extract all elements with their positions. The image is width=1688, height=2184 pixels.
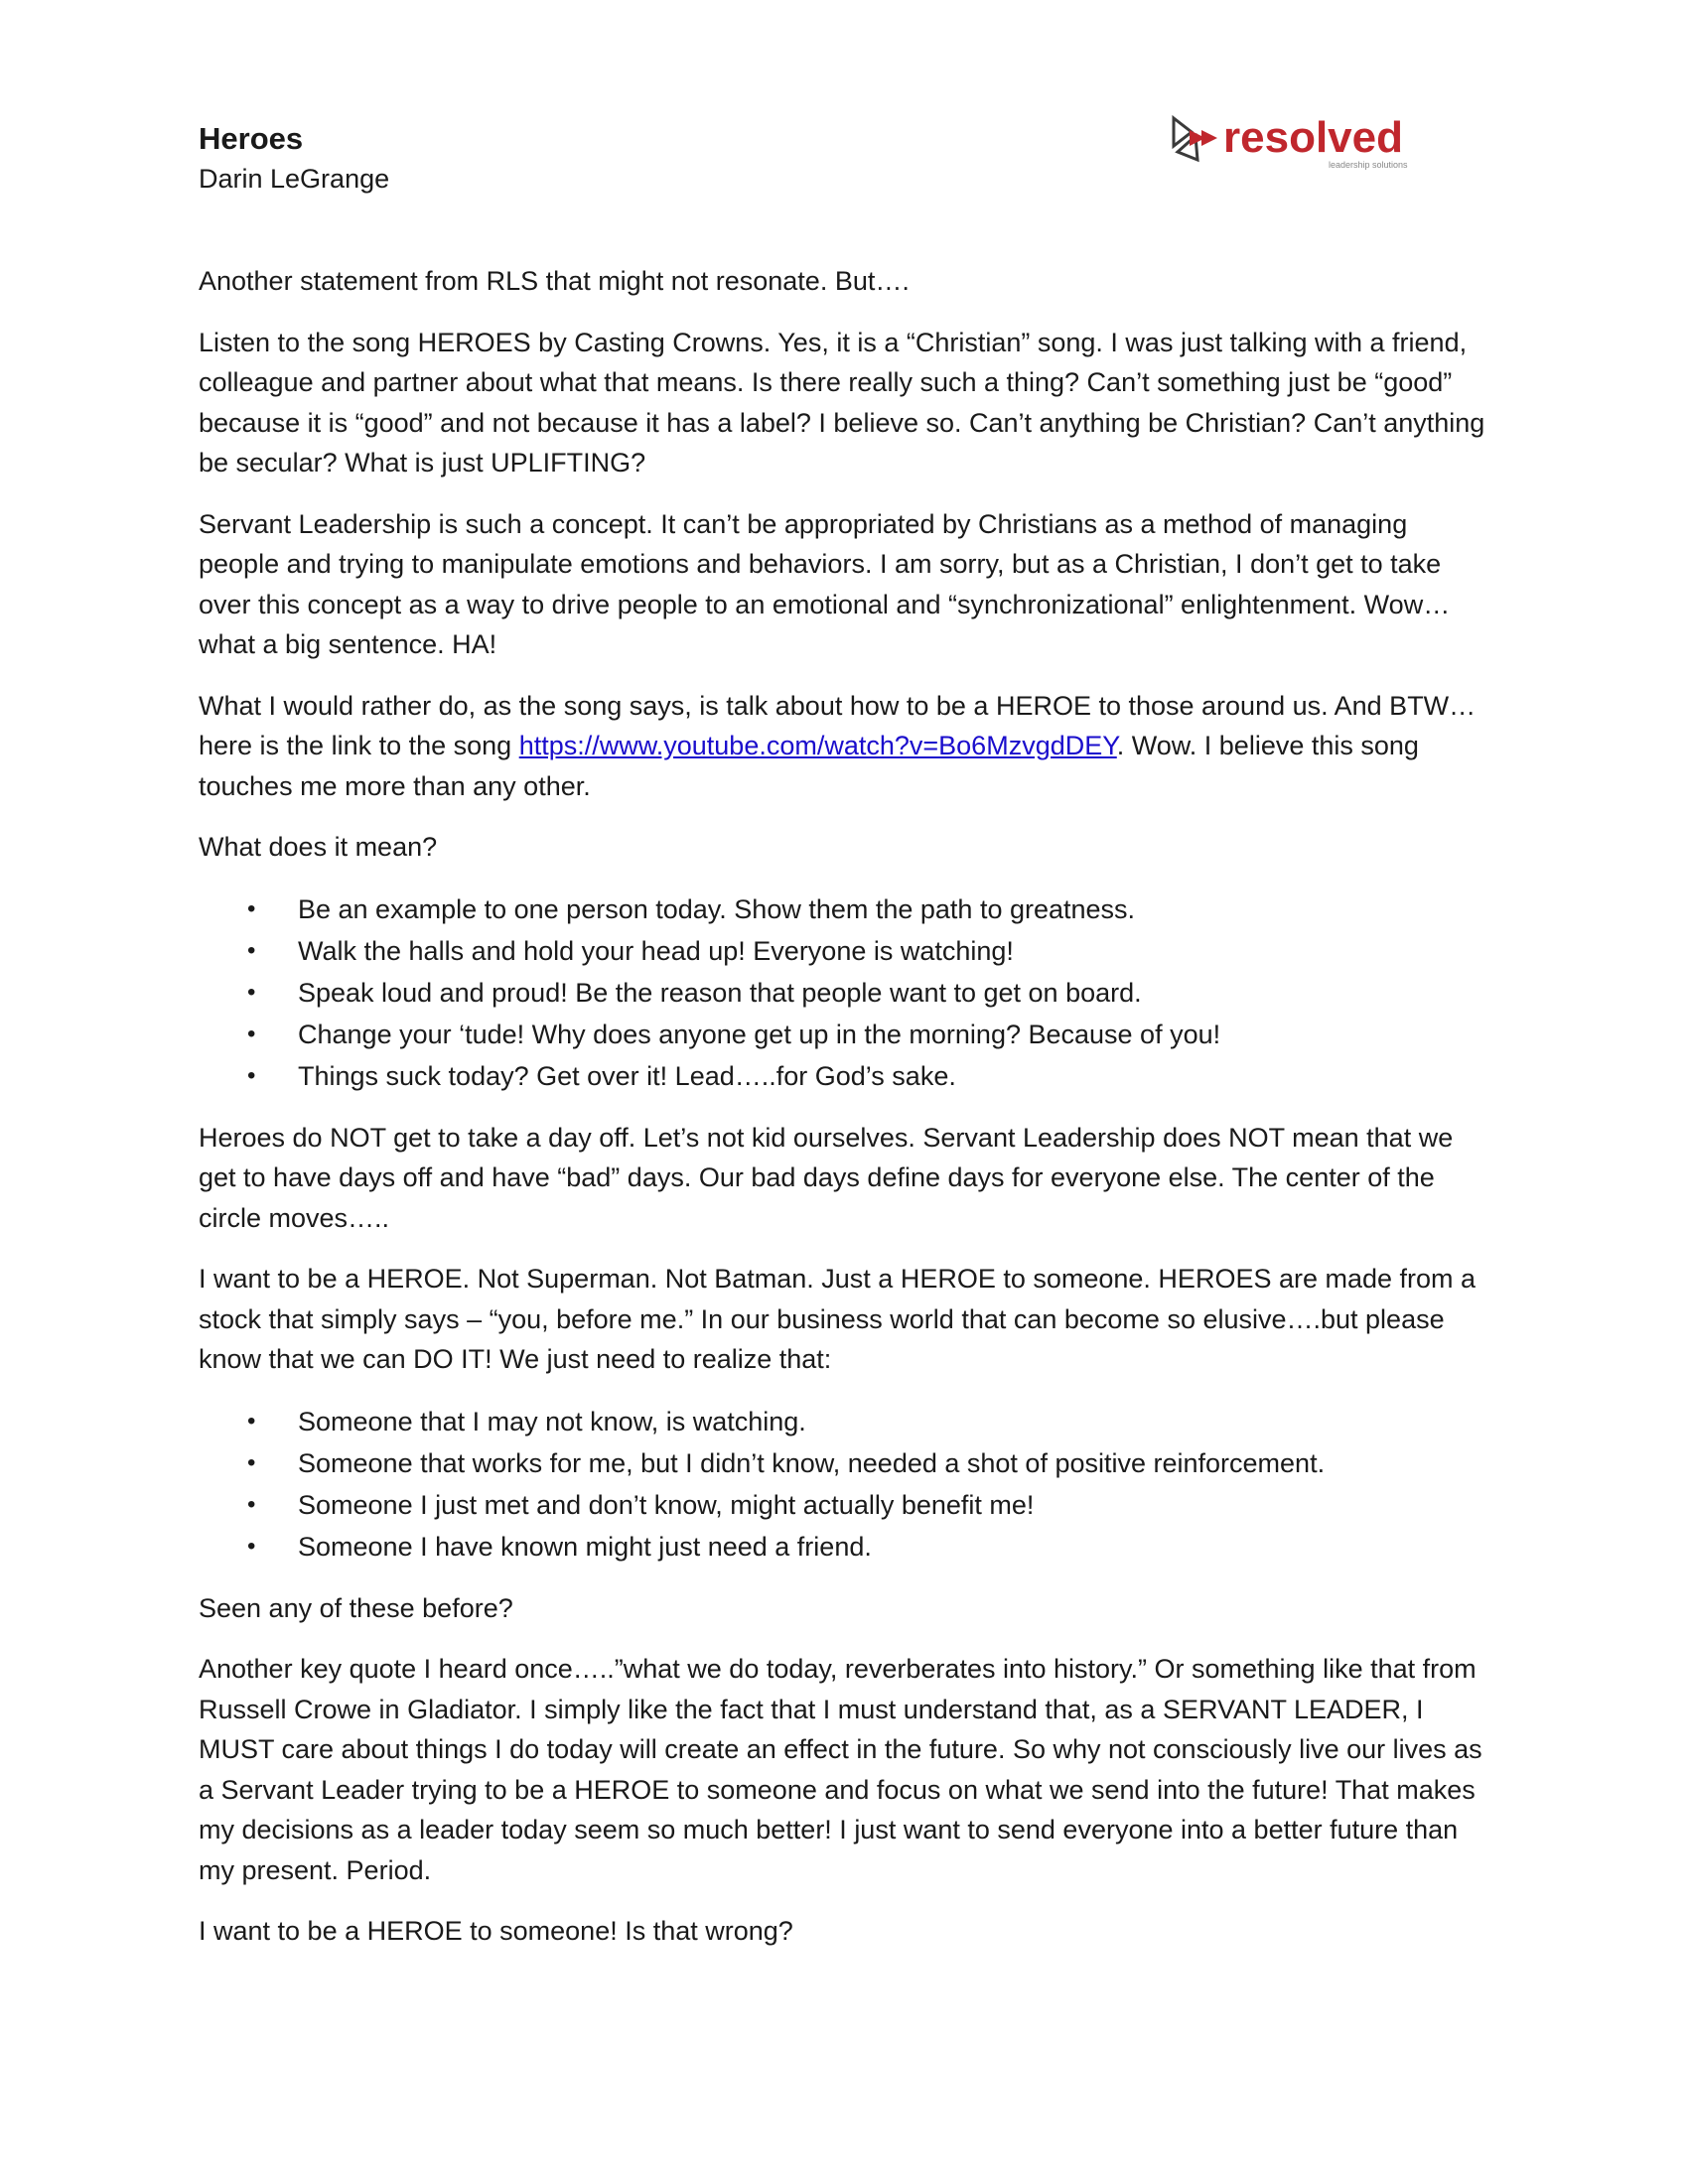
- bullet-icon: •: [247, 894, 256, 922]
- list-item: [199, 1526, 1489, 1568]
- list-item: [199, 888, 1489, 930]
- bullet-icon: •: [247, 1020, 256, 1047]
- logo-tagline: leadership solutions: [1329, 160, 1408, 170]
- paragraph-text: What I would rather do, as the song says, is talk about how to be a HEROE to those around us. And BTW…here is the link to the song: [199, 690, 1477, 760]
- list-item-text: Be an example to one person today. Show them the path to greatness.: [298, 893, 1136, 924]
- bullet-list: [199, 888, 1489, 1097]
- paragraph: What does it mean?: [199, 832, 438, 862]
- logo-mark-icon: [1174, 118, 1217, 160]
- list-item-text: Change your ‘tude! Why does anyone get up in the morning? Because of you!: [298, 1019, 1221, 1049]
- bullet-list: [199, 1401, 1489, 1568]
- bullet-icon: •: [247, 1061, 256, 1089]
- bullet-icon: •: [247, 1490, 256, 1518]
- list-item: [199, 1484, 1489, 1526]
- list-item-text: Someone that works for me, but I didn’t know, needed a shot of positive reinforcement.: [298, 1447, 1326, 1478]
- list-item-text: Things suck today? Get over it! Lead…..for God’s sake.: [298, 1060, 956, 1091]
- list-item-text: Someone I just met and don’t know, might actually benefit me!: [298, 1489, 1035, 1520]
- list-item-text: Someone that I may not know, is watching.: [298, 1406, 806, 1436]
- paragraph: Servant Leadership is such a concept. It can’t be appropriated by Christians as a method of managing people and trying to manipulate emotions and behaviors. I am sorry, but as a Christian, I don’t get to take over this concept as a way to drive people to an emotional and “synchronizational” enlightenment. Wow…what a big sentence. HA!: [199, 508, 1451, 659]
- youtube-song-link[interactable]: https://www.youtube.com/watch?v=Bo6MzvgdDEY: [518, 731, 1117, 760]
- bullet-icon: •: [247, 1448, 256, 1476]
- paragraph: Another statement from RLS that might not resonate. But….: [199, 266, 910, 296]
- list-item: [199, 1014, 1489, 1055]
- paragraph-with-link: [199, 686, 1489, 807]
- paragraph: Seen any of these before?: [199, 1592, 513, 1623]
- list-item: [199, 972, 1489, 1014]
- bullet-icon: •: [247, 1407, 256, 1434]
- list-item: [199, 930, 1489, 972]
- document-author: Darin LeGrange: [199, 164, 390, 194]
- bullet-icon: •: [247, 1532, 256, 1560]
- list-item: [199, 1442, 1489, 1484]
- list-item-text: Speak loud and proud! Be the reason that people want to get on board.: [298, 977, 1142, 1008]
- resolved-logo: [1172, 114, 1430, 182]
- paragraph-text: . Wow. I believe this song touches me more than any other.: [199, 731, 1419, 801]
- bullet-icon: •: [247, 936, 256, 964]
- list-item-text: Someone I have known might just need a friend.: [298, 1531, 872, 1562]
- list-item-text: Walk the halls and hold your head up! Everyone is watching!: [298, 935, 1014, 966]
- paragraph: Another key quote I heard once…..”what we do today, reverberates into history.” Or something like that from Russell Crowe in Gladiator. I simply like the fact that I must understand that, as a SERVANT LEADER, I MUST care about things I do today will create an effect in the future. So why not consciously live our lives as a Servant Leader trying to be a HEROE to someone and focus on what we send into the future! That makes my decisions as a leader today seem so much better! I just want to send everyone into a better future than my present. Period.: [199, 1654, 1482, 1885]
- list-item: [199, 1401, 1489, 1442]
- document-title: Heroes: [199, 121, 304, 156]
- document-body: [199, 261, 1489, 1973]
- bullet-icon: •: [247, 978, 256, 1006]
- paragraph: Heroes do NOT get to take a day off. Let’s not kid ourselves. Servant Leadership does NOT mean that we get to have days off and have “bad” days. Our bad days define days for everyone else. The center of the circle moves…..: [199, 1122, 1454, 1233]
- paragraph: I want to be a HEROE to someone! Is that wrong?: [199, 1916, 793, 1946]
- list-item: [199, 1055, 1489, 1097]
- logo-wordmark: resolved: [1223, 114, 1403, 162]
- paragraph: Listen to the song HEROES by Casting Crowns. Yes, it is a “Christian” song. I was just talking with a friend, colleague and partner about what that means. Is there really such a thing? Can’t something just be “good” because it is “good” and not because it has a label? I believe so. Can’t anything be Christian? Can’t anything be secular? What is just UPLIFTING?: [199, 327, 1485, 478]
- paragraph: I want to be a HEROE. Not Superman. Not Batman. Just a HEROE to someone. HEROES are made from a stock that simply says – “you, before me.” In our business world that can become so elusive….but please know that we can DO IT! We just need to realize that:: [199, 1264, 1477, 1374]
